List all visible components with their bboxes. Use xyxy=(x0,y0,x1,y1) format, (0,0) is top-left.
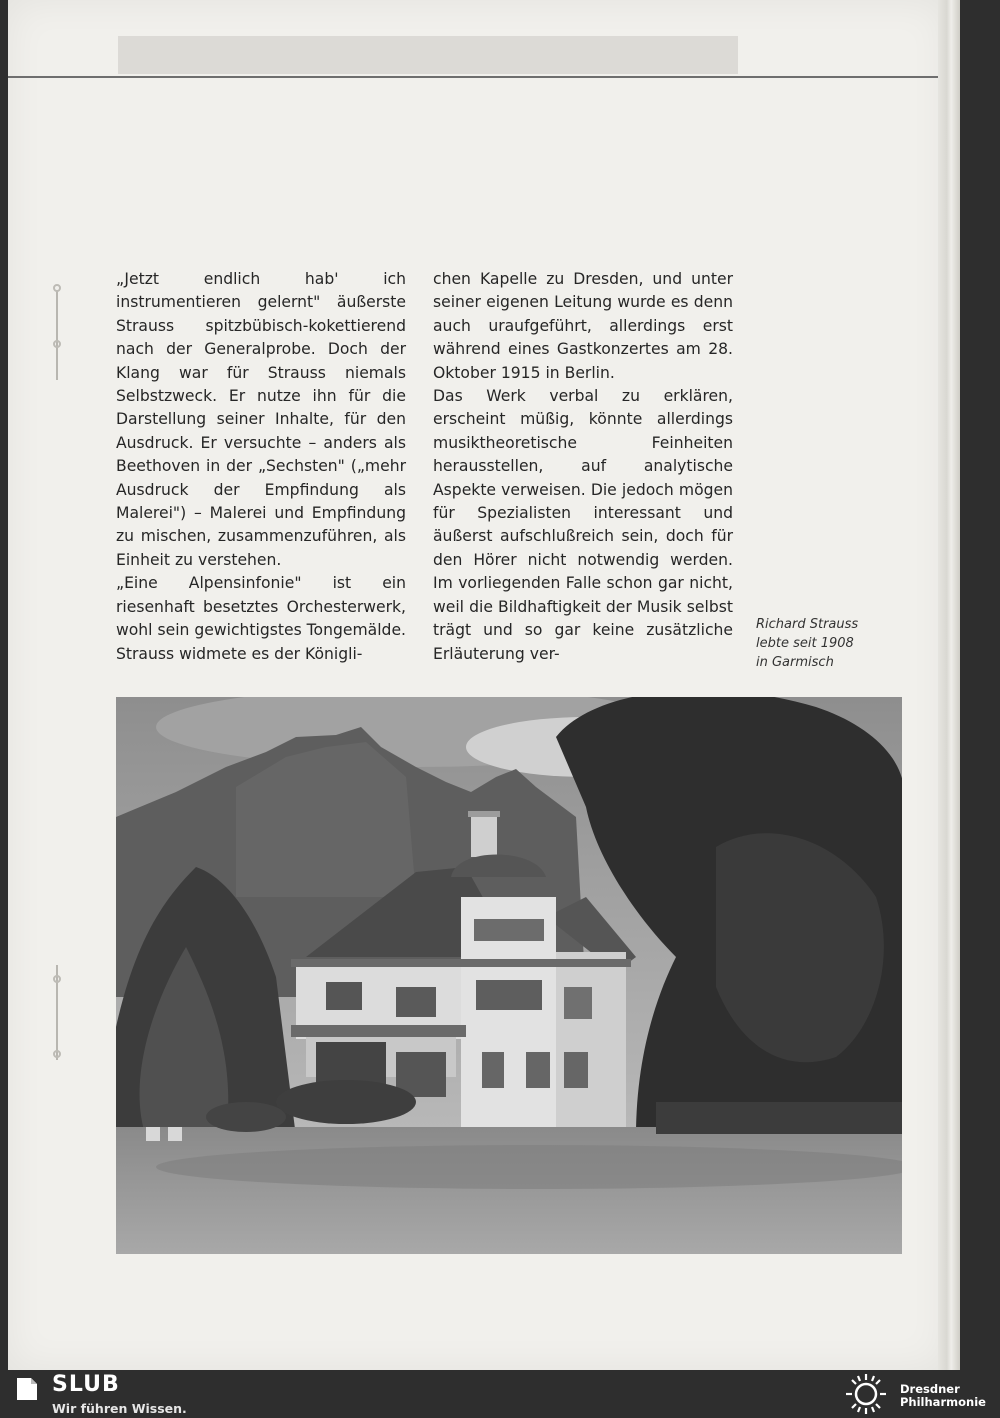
partner-name-line: Dresdner xyxy=(900,1382,960,1396)
caption-line: in Garmisch xyxy=(756,655,834,670)
library-tagline: Wir führen Wissen. xyxy=(52,1401,187,1416)
binding-hole xyxy=(53,284,61,292)
page-edge xyxy=(938,0,960,1370)
binding-hole xyxy=(53,975,61,983)
photo-caption xyxy=(756,615,906,672)
partner-name-line: Philharmonie xyxy=(900,1395,986,1409)
bleed-through-header xyxy=(118,36,738,74)
text-column-right xyxy=(433,268,733,666)
slub-logo-icon xyxy=(14,1376,40,1402)
villa-illustration xyxy=(116,697,902,1254)
binding-hole xyxy=(53,340,61,348)
header-rule xyxy=(8,76,946,78)
villa-photo xyxy=(116,697,902,1254)
partner-name xyxy=(900,1383,986,1409)
paragraph: „Jetzt endlich hab' ich instrumentieren gelernt" äußerste Strauss spitzbübisch-kokettierend nach der Generalprobe. Doch der Klang war für Strauss niemals Selbstzweck. Er nutze ihn für die Darstellung seiner Inhalte, für den Ausdruck. Er versuchte – anders als Beethoven in der „Sechsten" („mehr Ausdruck der Empfindung als Malerei") – Malerei und Empfindung zu mischen, zusammenzuführen, als Einheit zu verstehen. xyxy=(116,270,406,569)
binding-stitch-top xyxy=(56,290,58,380)
caption-line: Richard Strauss xyxy=(756,617,859,632)
document-page xyxy=(8,0,946,1370)
text-column-left xyxy=(116,268,406,666)
paragraph: „Eine Alpensinfonie" ist ein riesenhaft besetztes Orchesterwerk, wohl sein gewichtigstes Tongemälde. Strauss widmete es der Königli- xyxy=(116,574,406,663)
philharmonie-sun-logo xyxy=(842,1372,890,1416)
paragraph: Das Werk verbal zu erklären, erscheint müßig, könnte allerdings musiktheoretische Feinheiten herausstellen, auf analytische Aspekte verweisen. Die jedoch mögen für Spezialisten interessant und äußerst aufschlußreich sein, doch für den Hörer nicht notwendig werden. Im vorliegenden Falle schon gar nicht, weil die Bildhaftigkeit der Musik selbst trägt und so gar keine zusätzliche Erläuterung ver- xyxy=(433,387,733,663)
caption-line: lebte seit 1908 xyxy=(756,636,854,651)
paragraph: chen Kapelle zu Dresden, und unter seiner eigenen Leitung wurde es denn auch uraufgeführt, allerdings erst während eines Gastkonzertes am 28. Oktober 1915 in Berlin. xyxy=(433,270,733,382)
binding-hole xyxy=(53,1050,61,1058)
library-name: SLUB xyxy=(52,1372,120,1397)
